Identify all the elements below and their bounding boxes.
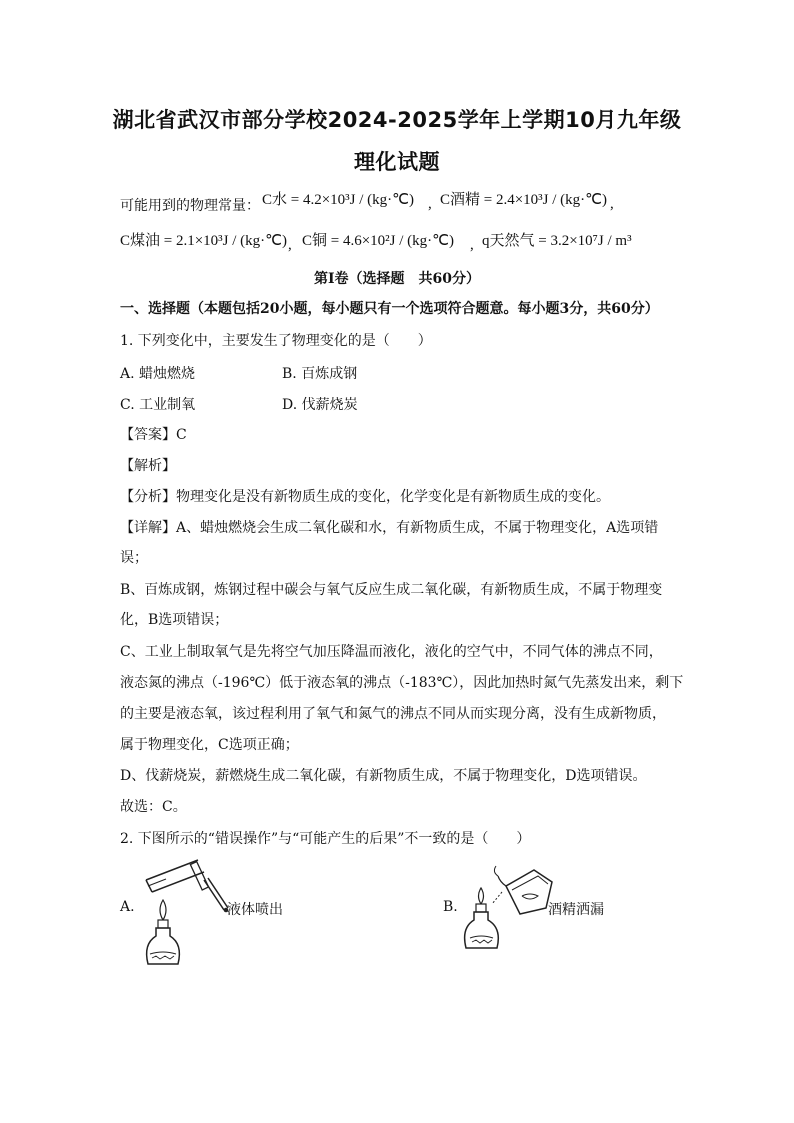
section-title: 第Ⅰ卷（选择题 共60分） bbox=[313, 271, 481, 287]
constant-c-water: C水 = 4.2×10³J / (kg·℃) bbox=[262, 192, 415, 208]
q1-detail-2a: B、百炼成钢，炼钢过程中碳会与氧气反应生成二氧化碳，有新物质生成，不属于物理变 bbox=[120, 582, 663, 598]
q1-conclusion: 故选：C。 bbox=[120, 799, 187, 815]
q1-detail-1b: 误； bbox=[120, 550, 148, 566]
q2-option-a-text: 液体喷出 bbox=[227, 902, 283, 918]
comma-4: , bbox=[470, 237, 474, 253]
q1-option-c: C. 工业制氧 bbox=[120, 397, 196, 413]
q2-option-b-letter: B. bbox=[443, 899, 458, 915]
comma-1: , bbox=[428, 196, 432, 212]
q1-detail-3a: C、工业上制取氧气是先将空气加压降温而液化，液化的空气中，不同气体的沸点不同， bbox=[120, 644, 663, 660]
constant-c-oil: C煤油 = 2.1×10³J / (kg·℃) bbox=[120, 233, 288, 249]
q1-option-b: B. 百炼成钢 bbox=[282, 366, 358, 382]
q2-option-a-letter: A. bbox=[120, 899, 135, 915]
part1-heading: 一、选择题（本题包括20小题，每小题只有一个选项符合题意。每小题3分，共60分） bbox=[120, 301, 659, 317]
q1-analysis-label: 【解析】 bbox=[120, 458, 176, 474]
page-subtitle: 理化试题 bbox=[354, 150, 440, 174]
constants-intro: 可能用到的物理常量： bbox=[120, 198, 260, 214]
q1-detail-3c: 的主要是液态氧，该过程利用了氧气和氮气的沸点不同从而实现分离，没有生成新物质， bbox=[120, 706, 666, 722]
q1-answer: 【答案】C bbox=[120, 427, 187, 443]
alcohol-lamp-refill-icon bbox=[462, 862, 554, 950]
constant-q-gas: q天然气 = 3.2×10⁷J / m³ bbox=[482, 233, 632, 249]
q1-stem: 1. 下列变化中，主要发生了物理变化的是（ ） bbox=[120, 333, 432, 349]
q1-detail-3d: 属于物理变化，C选项正确； bbox=[120, 737, 299, 753]
constant-c-iron: C铜 = 4.6×10²J / (kg·℃) bbox=[302, 233, 455, 249]
q2-option-b-text: 酒精洒漏 bbox=[548, 902, 604, 918]
comma-3: , bbox=[288, 237, 292, 253]
page-title: 湖北省武汉市部分学校2024-2025学年上学期10月九年级 bbox=[112, 108, 682, 132]
q1-option-a: A. 蜡烛燃烧 bbox=[120, 366, 196, 382]
q1-analysis: 【分析】物理变化是没有新物质生成的变化，化学变化是有新物质生成的变化。 bbox=[120, 489, 610, 505]
comma-2: , bbox=[610, 196, 614, 212]
q2-stem: 2. 下图所示的“错误操作”与“可能产生的后果”不一致的是（ ） bbox=[120, 831, 531, 847]
q1-detail-3b: 液态氮的沸点（-196℃）低于液态氧的沸点（-183℃），因此加热时氮气先蒸发出来，剩下 bbox=[120, 675, 684, 691]
q1-detail-1a: 【详解】A、蜡烛燃烧会生成二氧化碳和水，有新物质生成，不属于物理变化，A选项错 bbox=[120, 520, 659, 536]
q1-detail-2b: 化，B选项错误； bbox=[120, 612, 229, 628]
q1-detail-4: D、伐薪烧炭，薪燃烧生成二氧化碳，有新物质生成，不属于物理变化，D选项错误。 bbox=[120, 768, 647, 784]
q1-option-d: D. 伐薪烧炭 bbox=[282, 397, 358, 413]
constant-c-alcohol: C酒精 = 2.4×10³J / (kg·℃) bbox=[440, 192, 608, 208]
alcohol-lamp-test-tube-icon bbox=[138, 858, 230, 966]
